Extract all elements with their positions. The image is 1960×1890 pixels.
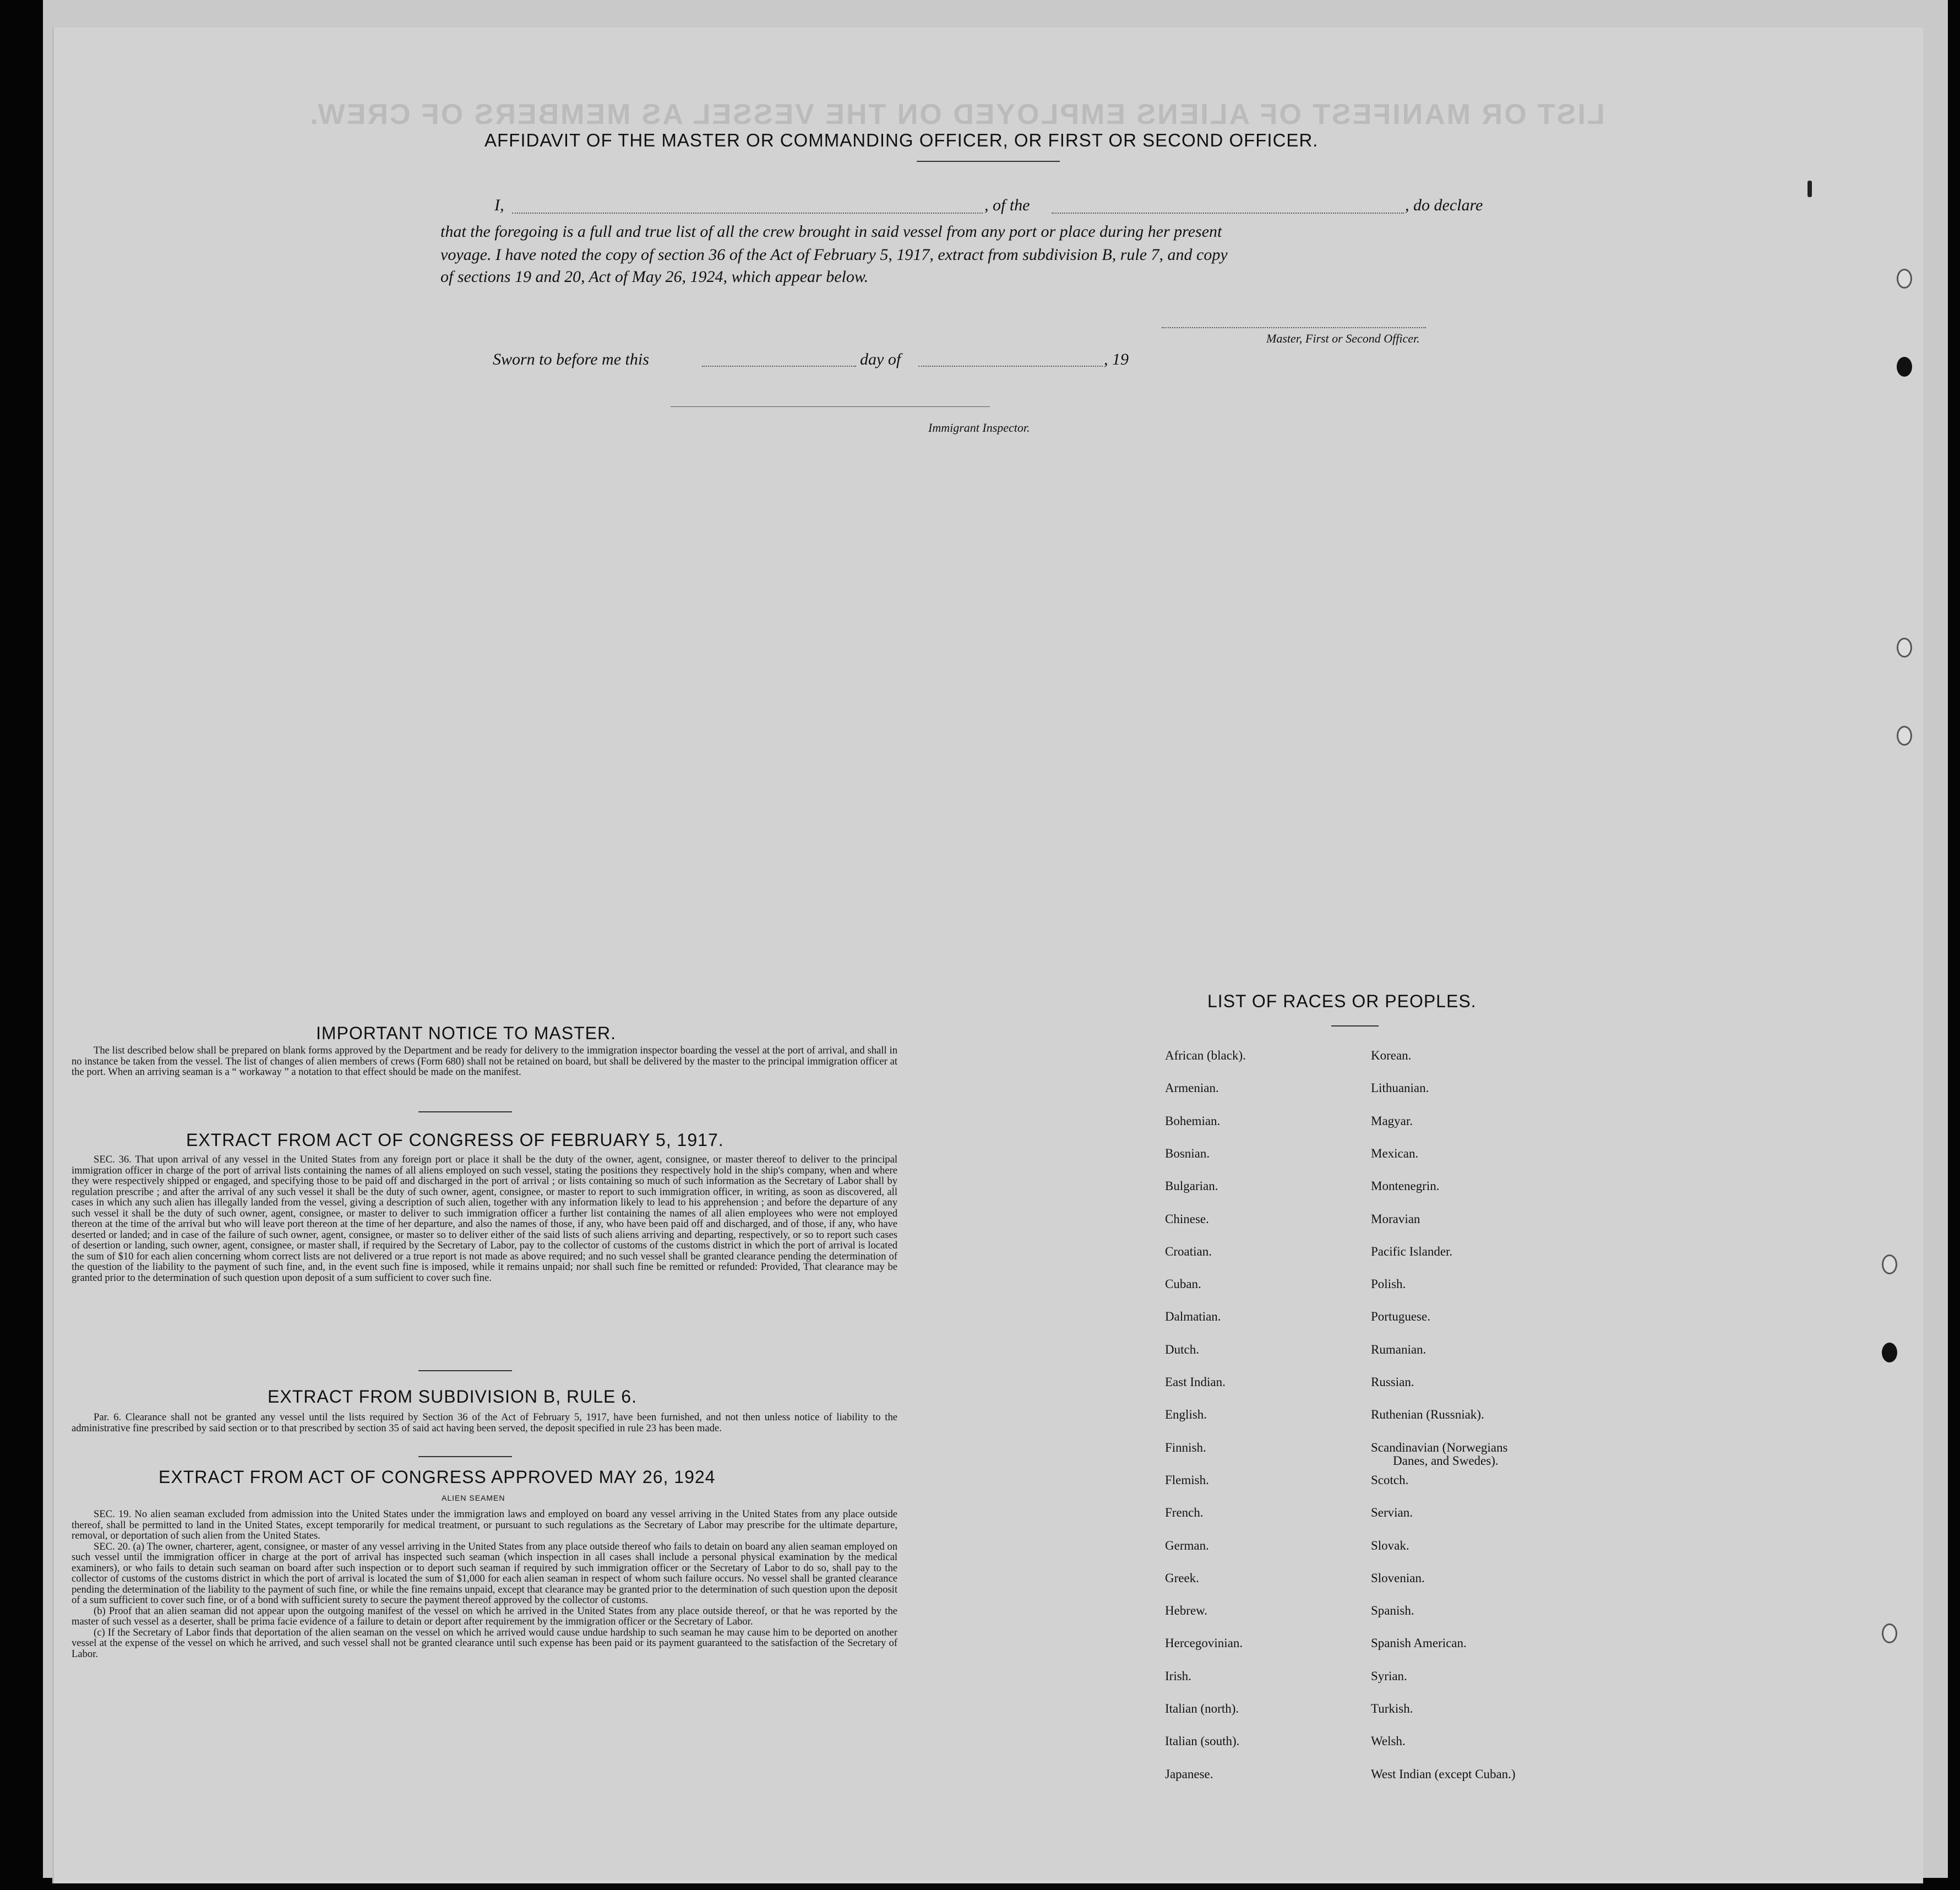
- binder-hole: [1897, 357, 1912, 377]
- race-item: Irish.: [1165, 1669, 1191, 1683]
- race-item: Greek.: [1165, 1571, 1199, 1585]
- sec-20c-paragraph: (c) If the Secretary of Labor finds that deportation of the alien seaman on the vessel on which he arrived would cause undue hardship to such seaman he may cause him to be deported on another vessel at the expense of the vessel on which he arrived, and such vessel shall not be granted clearance until such expense has been paid or its payment guaranteed to the satisfaction of the Secretary of Labor.: [72, 1626, 897, 1660]
- race-item: Russian.: [1371, 1375, 1414, 1389]
- race-item: West Indian (except Cuban.): [1371, 1767, 1516, 1781]
- sec-19-paragraph: SEC. 19. No alien seaman excluded from admission into the United States under the immigration laws and employed on board any vessel arriving in the United States from any place outside thereof, shall be permitted to land in the United States, except temporarily for medical treatment, or pursuant to such regulations as the Secretary of Labor may prescribe for the ultimate departure, removal, or deportation of such alien from the United States.: [72, 1508, 897, 1541]
- race-item: Spanish.: [1371, 1604, 1414, 1617]
- race-item: Armenian.: [1165, 1081, 1219, 1095]
- extract-1917-title: EXTRACT FROM ACT OF CONGRESS OF FEBRUARY 5, 1917.: [186, 1130, 724, 1150]
- races-title-rule: [1331, 1025, 1379, 1027]
- affidavit-title: AFFIDAVIT OF THE MASTER OR COMMANDING OFFICER, OR FIRST OR SECOND OFFICER.: [484, 130, 1319, 150]
- race-item: East Indian.: [1165, 1375, 1226, 1389]
- race-item: Spanish American.: [1371, 1636, 1467, 1650]
- extract-1924-subtitle: ALIEN SEAMEN: [442, 1493, 505, 1502]
- race-item: Bulgarian.: [1165, 1179, 1218, 1193]
- master-signature-field[interactable]: [1162, 327, 1426, 328]
- sworn-day-field[interactable]: [702, 366, 856, 367]
- affidavit-of-the: , of the: [984, 196, 1030, 214]
- race-item: Scotch.: [1371, 1473, 1409, 1487]
- master-signature-label: Master, First or Second Officer.: [1266, 332, 1420, 345]
- race-item: German.: [1165, 1539, 1209, 1552]
- subdivision-b-divider: [418, 1456, 512, 1457]
- binder-hole: [1897, 726, 1912, 746]
- race-item: Chinese.: [1165, 1212, 1209, 1226]
- binder-hole: [1882, 1623, 1897, 1643]
- race-item: Hercegovinian.: [1165, 1636, 1243, 1650]
- inspector-label: Immigrant Inspector.: [928, 421, 1030, 435]
- race-item-continuation: Danes, and Swedes).: [1393, 1454, 1499, 1468]
- day-of-text: day of: [860, 350, 901, 368]
- race-item: Dalmatian.: [1165, 1310, 1221, 1323]
- race-item: Syrian.: [1371, 1669, 1407, 1683]
- notice-paragraph: The list described below shall be prepared on blank forms approved by the Department and be ready for delivery to the immigration inspector boarding the vessel at the port of arrival, and shall in no instance be taken from the vessel. The list of changes of alien members of crews (Form 680) shall not be retained on board, but shall be delivered by the master to the principal immigration officer at the port. When an arriving seaman is a “ workaway ” a notation to that effect should be made on the manifest.: [72, 1045, 897, 1078]
- binder-hole: [1882, 1343, 1897, 1362]
- race-item: Slovenian.: [1371, 1571, 1425, 1585]
- race-item: Korean.: [1371, 1049, 1412, 1062]
- race-item: Finnish.: [1165, 1441, 1206, 1454]
- race-item: Italian (north).: [1165, 1702, 1239, 1715]
- race-item: Croatian.: [1165, 1245, 1212, 1258]
- race-item: Polish.: [1371, 1277, 1406, 1291]
- race-item: Turkish.: [1371, 1702, 1413, 1715]
- affidavit-title-rule: [917, 161, 1060, 162]
- race-item: Ruthenian (Russniak).: [1371, 1408, 1484, 1421]
- race-item: Magyar.: [1371, 1114, 1413, 1128]
- race-item: Flemish.: [1165, 1473, 1209, 1487]
- race-item: Bohemian.: [1165, 1114, 1221, 1128]
- race-item: Slovak.: [1371, 1539, 1409, 1552]
- ink-mark: [1807, 181, 1812, 197]
- extract-1924-text: [72, 1509, 897, 1659]
- race-item: Mexican.: [1371, 1147, 1419, 1160]
- race-item: Rumanian.: [1371, 1343, 1427, 1356]
- race-item: Italian (south).: [1165, 1734, 1240, 1748]
- race-item: Bosnian.: [1165, 1147, 1210, 1160]
- race-item: Montenegrin.: [1371, 1179, 1440, 1193]
- notice-text: [72, 1045, 897, 1078]
- subdivision-b-text: [72, 1412, 897, 1433]
- race-item: Servian.: [1371, 1506, 1413, 1519]
- race-item: English.: [1165, 1408, 1207, 1421]
- race-item: Welsh.: [1371, 1734, 1406, 1748]
- affidavit-line-3: voyage. I have noted the copy of section 36 of the Act of February 5, 1917, extract from subdivision B, rule 7, and copy: [440, 246, 1228, 264]
- affidavit-line-2: that the foregoing is a full and true list of all the crew brought in said vessel from any port or place during her present: [440, 222, 1222, 241]
- races-title: LIST OF RACES OR PEOPLES.: [1207, 991, 1477, 1011]
- extract-1917-divider: [418, 1370, 512, 1371]
- race-item: Scandinavian (Norwegians: [1371, 1441, 1508, 1454]
- race-item: Hebrew.: [1165, 1604, 1208, 1617]
- master-name-field[interactable]: [512, 213, 983, 214]
- extract-1924-title: EXTRACT FROM ACT OF CONGRESS APPROVED MAY 26, 1924: [159, 1467, 716, 1487]
- binder-hole: [1897, 638, 1912, 658]
- affidavit-i: I,: [494, 196, 504, 214]
- race-item: Portuguese.: [1371, 1310, 1430, 1323]
- extract-1917-text: [72, 1154, 897, 1283]
- race-item: Cuban.: [1165, 1277, 1201, 1291]
- extract-1917-paragraph: SEC. 36. That upon arrival of any vessel in the United States from any foreign port or place it shall be the duty of the owner, agent, consignee, or master thereof to deliver to the principal immigration officer in charge of the port of arrival lists containing the names of all aliens employed on such vessel, stating the positions they respectively hold in the ship's company, when and where they were respectively shipped or engaged, and specifying those to be paid off and discharged in the port of arrival ; or lists containing so much of such information as the Secretary of Labor shall by regulation prescribe ; and after the arrival of any such vessel it shall be the duty of such owner, agent, consignee, or master to report to such immigration officer, in writing, as soon as discovered, all cases in which any such alien has illegally landed from the vessel, giving a description of such alien, together with any information likely to lead to his apprehension ; and before the departure of any such vessel it shall be the duty of such owner, agent, consignee, or master to deliver to such immigration officer a further list containing the names of all alien employees who were not employed thereon at the time of the arrival but who will leave port thereon at the time of her departure, and also the names of those, if any, who have been paid off and discharged, and of those, if any, who have deserted or landed; and in case of the failure of such owner, agent, consignee, or master so to deliver either of the said lists of such aliens arriving and departing, respectively, or so to report such cases of desertion or landing, such owner, agent, consignee, or master shall, if required by the Secretary of Labor, pay to the collector of customs of the customs district in which the port of arrival is located the sum of $10 for each alien concerning whom correct lists are not delivered or a true report is not made as above required; and no such vessel shall be granted clearance pending the determination of the question of the liability to the payment of such fine, and, in the event such fine is imposed, while it remains unpaid; nor shall such fine be remitted or refunded: Provided, That clearance may be granted prior to the determination of such question upon deposit of a sum sufficient to cover such fine.: [72, 1154, 897, 1284]
- sec-20b-paragraph: (b) Proof that an alien seaman did not appear upon the outgoing manifest of the vessel on which he arrived in the United States from any place outside thereof, or that he was reported by the master of such vessel as a deserter, shall be prima facie evidence of a failure to detain or deport after requirement by the immigration officer or the Secretary of Labor.: [72, 1605, 897, 1627]
- race-item: Moravian: [1371, 1212, 1420, 1226]
- binder-hole: [1897, 269, 1912, 289]
- subdivision-b-title: EXTRACT FROM SUBDIVISION B, RULE 6.: [268, 1387, 637, 1406]
- affidavit-declare: , do declare: [1405, 196, 1483, 214]
- race-item: Pacific Islander.: [1371, 1245, 1453, 1258]
- affidavit-line-4: of sections 19 and 20, Act of May 26, 1924, which appear below.: [440, 268, 869, 286]
- sworn-month-field[interactable]: [918, 366, 1103, 367]
- binder-hole: [1882, 1254, 1897, 1274]
- sec-20a-paragraph: SEC. 20. (a) The owner, charterer, agent, consignee, or master of any vessel arriving in the United States from any place outside thereof who fails to detain on board any alien seaman employed on such vessel until the immigration officer in charge at the port of arrival has inspected such seaman (which inspection in all cases shall include a personal physical examination by the medical examiners), or who fails to detain such seaman on board after such inspection or to deport such seaman if required by such immigration officer or the Secretary of Labor to do so, shall pay to the collector of customs of the customs district in which the port of arrival is located the sum of $1,000 for each alien seaman in respect of whom such failure occurs. No vessel shall be granted clearance pending the determination of the liability to the payment of such fine, or while the fine remains unpaid, except that clearance may be granted prior to the determination of such question upon the deposit of a sum sufficient to cover such fine, or of a bond with sufficient surety to secure the payment thereof approved by the collector of customs.: [72, 1540, 897, 1606]
- race-item: Lithuanian.: [1371, 1081, 1429, 1095]
- race-item: Japanese.: [1165, 1767, 1213, 1781]
- bleed-through-title: LIST OR MANIFEST OF ALIENS EMPLOYED ON THE VESSEL AS MEMBERS OF CREW.: [308, 99, 1605, 131]
- race-item: French.: [1165, 1506, 1204, 1519]
- race-item: African (black).: [1165, 1049, 1246, 1062]
- vessel-name-field[interactable]: [1052, 213, 1404, 214]
- year-text: , 19: [1104, 350, 1129, 368]
- race-item: Dutch.: [1165, 1343, 1199, 1356]
- subdivision-b-paragraph: Par. 6. Clearance shall not be granted any vessel until the lists required by Section 36 of the Act of February 5, 1917, have been furnished, and not then unless notice of liability to the administrative fine prescribed by said section or to that prescribed by section 35 of said act having been served, the deposit specified in rule 23 has been made.: [72, 1411, 897, 1434]
- inspector-signature-field[interactable]: [671, 406, 990, 407]
- notice-divider: [418, 1111, 512, 1112]
- sworn-text: Sworn to before me this: [493, 350, 649, 368]
- notice-title: IMPORTANT NOTICE TO MASTER.: [316, 1023, 616, 1043]
